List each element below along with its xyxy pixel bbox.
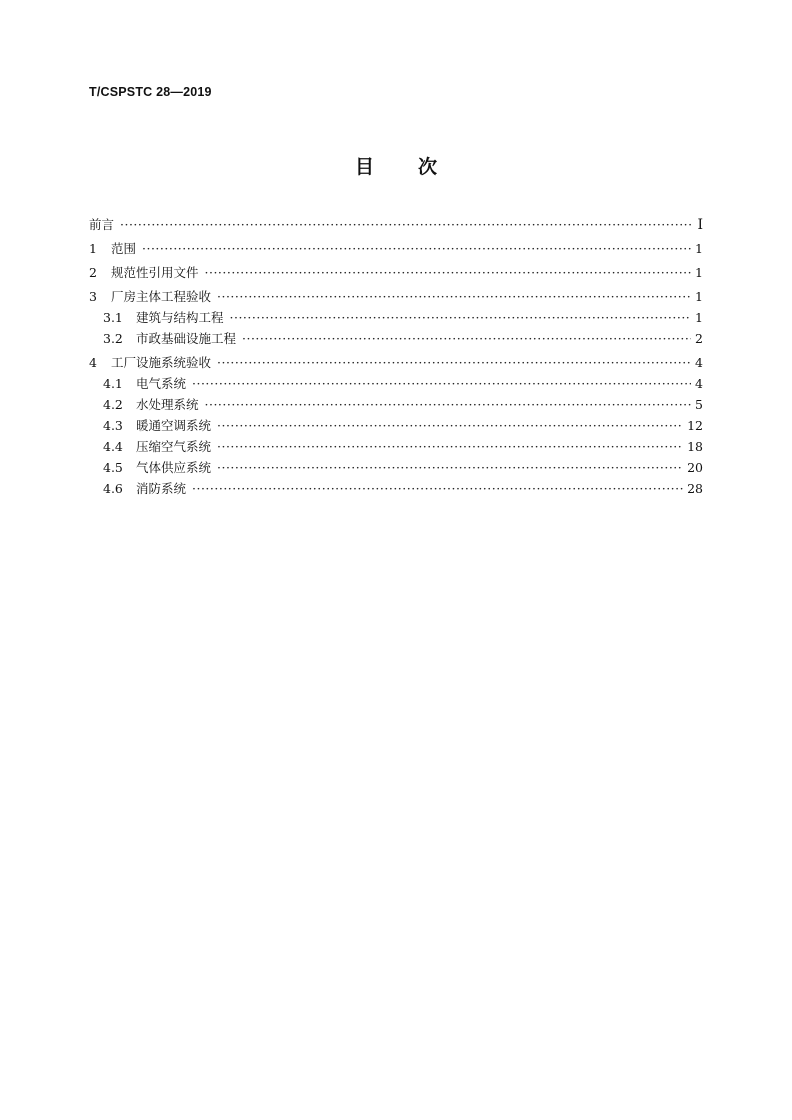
toc-entry-label: 压缩空气系统 — [136, 439, 212, 454]
toc-leader-dots — [142, 238, 691, 259]
page-title — [0, 152, 792, 179]
toc-entry-label: 市政基础设施工程 — [136, 331, 237, 346]
toc-entry-label: 水处理系统 — [136, 397, 199, 412]
toc-leader-dots — [192, 373, 691, 394]
toc-entry-number: 4.3 — [103, 418, 123, 433]
toc-entry-label: 范围 — [111, 241, 137, 256]
toc-entry-page: 2 — [695, 331, 703, 346]
toc-entry-4-5[interactable] — [89, 457, 703, 478]
page-title-right: 次 — [418, 156, 438, 178]
toc-entry-page: 5 — [695, 397, 703, 412]
toc-entry-2[interactable] — [89, 262, 703, 283]
toc-entry-page: 1 — [695, 241, 703, 256]
toc-entry-number: 2 — [89, 265, 97, 280]
toc-entry-label: 规范性引用文件 — [111, 265, 199, 280]
toc-leader-dots — [217, 286, 691, 307]
toc-entry-number: 4.4 — [103, 439, 123, 454]
toc-entry-number: 4.1 — [103, 376, 123, 391]
toc-entry-number: 3.2 — [103, 331, 123, 346]
toc-entry-3-1[interactable] — [89, 307, 703, 328]
toc-entry-number: 4.2 — [103, 397, 123, 412]
toc-leader-dots — [120, 214, 691, 235]
toc-entry-4-2[interactable] — [89, 394, 703, 415]
toc-leader-dots — [230, 307, 691, 328]
toc-entry-number: 3.1 — [103, 310, 123, 325]
toc-leader-dots — [205, 262, 691, 283]
page-title-left: 目 — [354, 156, 374, 178]
toc-leader-dots — [217, 436, 683, 457]
toc-entry-label: 前言 — [89, 217, 115, 232]
toc-entry-page: 1 — [695, 265, 703, 280]
toc-entry-label: 气体供应系统 — [136, 460, 212, 475]
toc-entry-number: 3 — [89, 289, 97, 304]
toc-entry-page: 20 — [687, 460, 703, 475]
toc-entry-number: 4.5 — [103, 460, 123, 475]
toc-entry-label: 工厂设施系统验收 — [111, 355, 212, 370]
toc-leader-dots — [217, 352, 691, 373]
toc-entry-page: 4 — [695, 376, 703, 391]
toc-entry-foreword[interactable] — [89, 214, 703, 235]
toc-entry-4-6[interactable] — [89, 478, 703, 499]
toc-entry-4-1[interactable] — [89, 373, 703, 394]
toc-entry-1[interactable] — [89, 238, 703, 259]
toc-entry-page: 1 — [695, 289, 703, 304]
toc-entry-4-4[interactable] — [89, 436, 703, 457]
toc-entry-4[interactable] — [89, 352, 703, 373]
toc-leader-dots — [242, 328, 691, 349]
toc-entry-page: 18 — [687, 439, 703, 454]
toc-leader-dots — [192, 478, 683, 499]
toc-entry-label: 电气系统 — [136, 376, 187, 391]
toc-entry-page: 4 — [695, 355, 703, 370]
toc-entry-number: 4 — [89, 355, 97, 370]
standard-code: T/CSPSTC 28—2019 — [89, 85, 212, 99]
toc-entry-page: 12 — [687, 418, 703, 433]
toc-entry-4-3[interactable] — [89, 415, 703, 436]
table-of-contents — [89, 214, 703, 499]
toc-entry-3[interactable] — [89, 286, 703, 307]
toc-entry-page: I — [697, 217, 703, 233]
toc-entry-number: 4.6 — [103, 481, 123, 496]
toc-entry-page: 1 — [695, 310, 703, 325]
toc-leader-dots — [205, 394, 691, 415]
toc-entry-label: 建筑与结构工程 — [136, 310, 224, 325]
toc-entry-label: 消防系统 — [136, 481, 187, 496]
toc-entry-number: 1 — [89, 241, 97, 256]
toc-leader-dots — [217, 415, 683, 436]
toc-leader-dots — [217, 457, 683, 478]
toc-entry-page: 28 — [687, 481, 703, 496]
toc-entry-label: 暖通空调系统 — [136, 418, 212, 433]
toc-entry-label: 厂房主体工程验收 — [111, 289, 212, 304]
toc-entry-3-2[interactable] — [89, 328, 703, 349]
